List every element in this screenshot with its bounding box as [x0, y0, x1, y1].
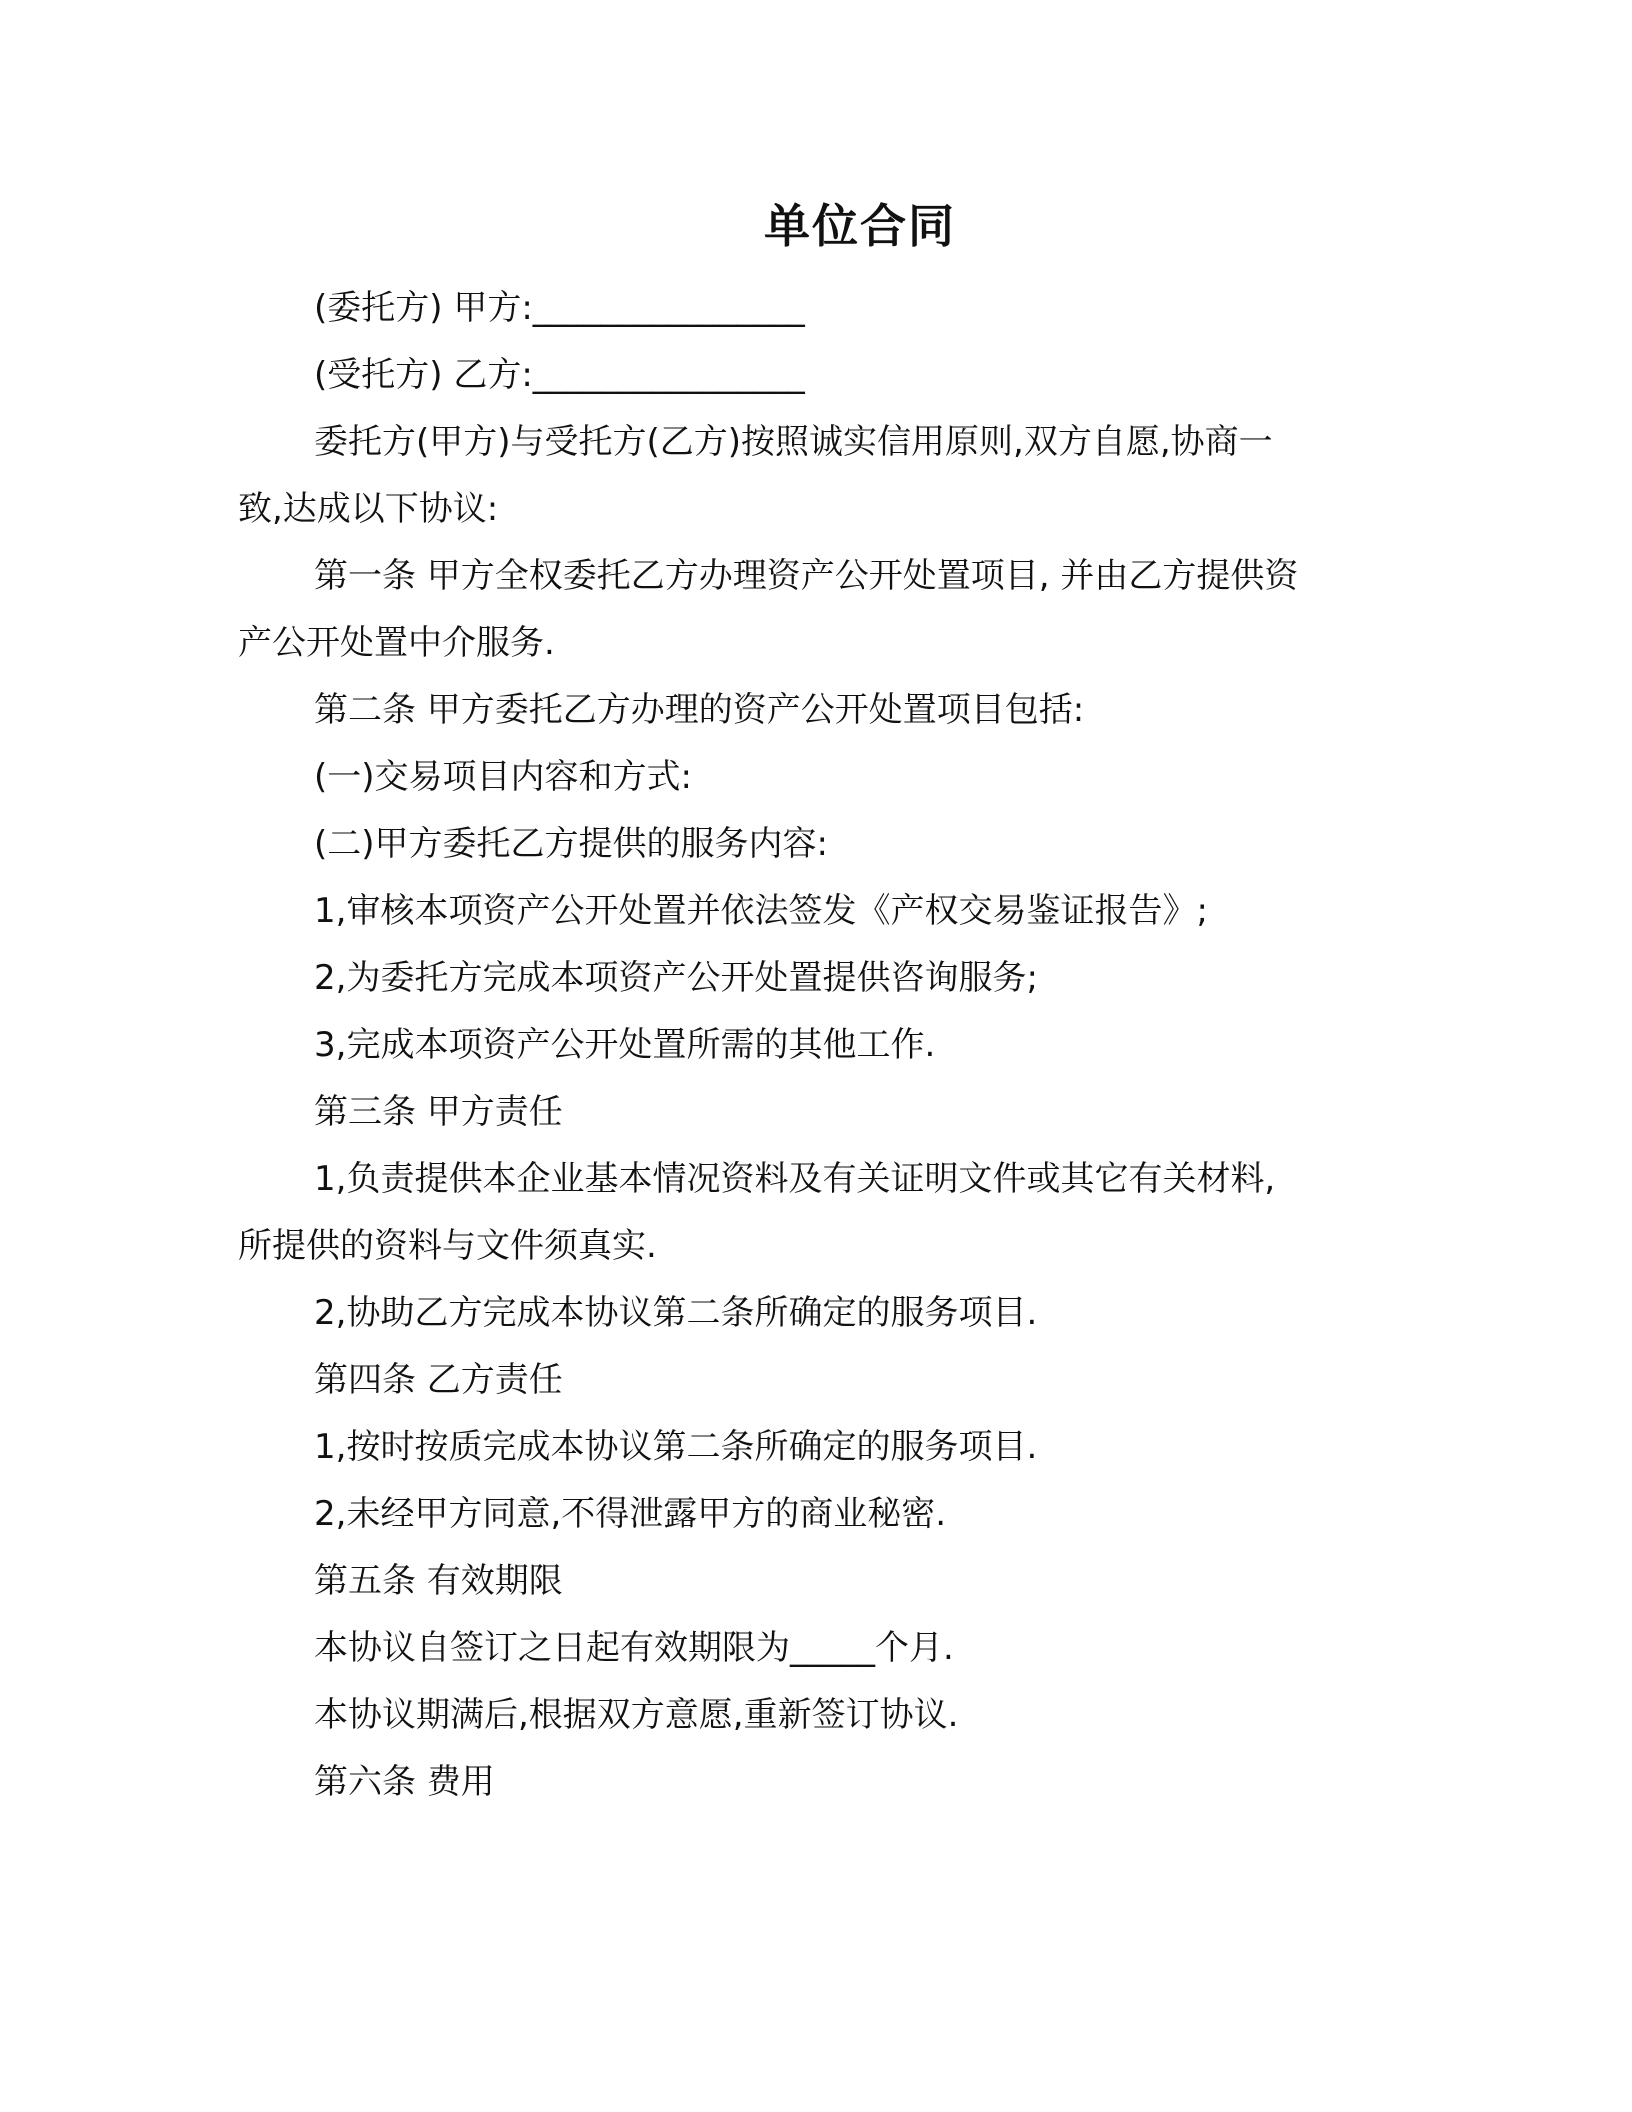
article-5-text-1: 本协议自签订之日起有效期限为_____个月. [314, 1628, 954, 1668]
article-6-heading: 第六条 费用 [314, 1762, 495, 1802]
document-body [238, 275, 1388, 1816]
article-2-item-2: (二)甲方委托乙方提供的服务内容: [314, 824, 828, 864]
article-3-heading: 第三条 甲方责任 [314, 1092, 563, 1132]
trustee-party-line: (受托方) 乙方:________________ [314, 355, 805, 395]
service-item-1: 1,审核本项资产公开处置并依法签发《产权交易鉴证报告》; [314, 891, 1208, 931]
preamble-line-1: 委托方(甲方)与受托方(乙方)按照诚实信用原则,双方自愿,协商一 [314, 422, 1273, 462]
preamble-line-2: 致,达成以下协议: [238, 489, 499, 529]
article-5-heading: 第五条 有效期限 [314, 1561, 563, 1601]
article-5-text-2: 本协议期满后,根据双方意愿,重新签订协议. [314, 1695, 959, 1735]
article-4-heading: 第四条 乙方责任 [314, 1360, 563, 1400]
article-1-line-2: 产公开处置中介服务. [238, 623, 555, 663]
client-party-line: (委托方) 甲方:________________ [314, 288, 805, 328]
article-4-item-2: 2,未经甲方同意,不得泄露甲方的商业秘密. [314, 1494, 947, 1534]
service-item-3: 3,完成本项资产公开处置所需的其他工作. [314, 1025, 936, 1065]
article-1-line-1: 第一条 甲方全权委托乙方办理资产公开处置项目, 并由乙方提供资 [314, 556, 1299, 596]
article-3-item-2: 2,协助乙方完成本协议第二条所确定的服务项目. [314, 1293, 1038, 1333]
article-3-item-1-line-1: 1,负责提供本企业基本情况资料及有关证明文件或其它有关材料, [314, 1159, 1276, 1199]
article-2-heading: 第二条 甲方委托乙方办理的资产公开处置项目包括: [314, 690, 1085, 730]
article-3-item-1-line-2: 所提供的资料与文件须真实. [238, 1226, 657, 1266]
article-4-item-1: 1,按时按质完成本协议第二条所确定的服务项目. [314, 1427, 1038, 1467]
article-2-item-1: (一)交易项目内容和方式: [314, 757, 692, 797]
document-title: 单位合同 [764, 199, 956, 253]
service-item-2: 2,为委托方完成本项资产公开处置提供咨询服务; [314, 958, 1038, 998]
